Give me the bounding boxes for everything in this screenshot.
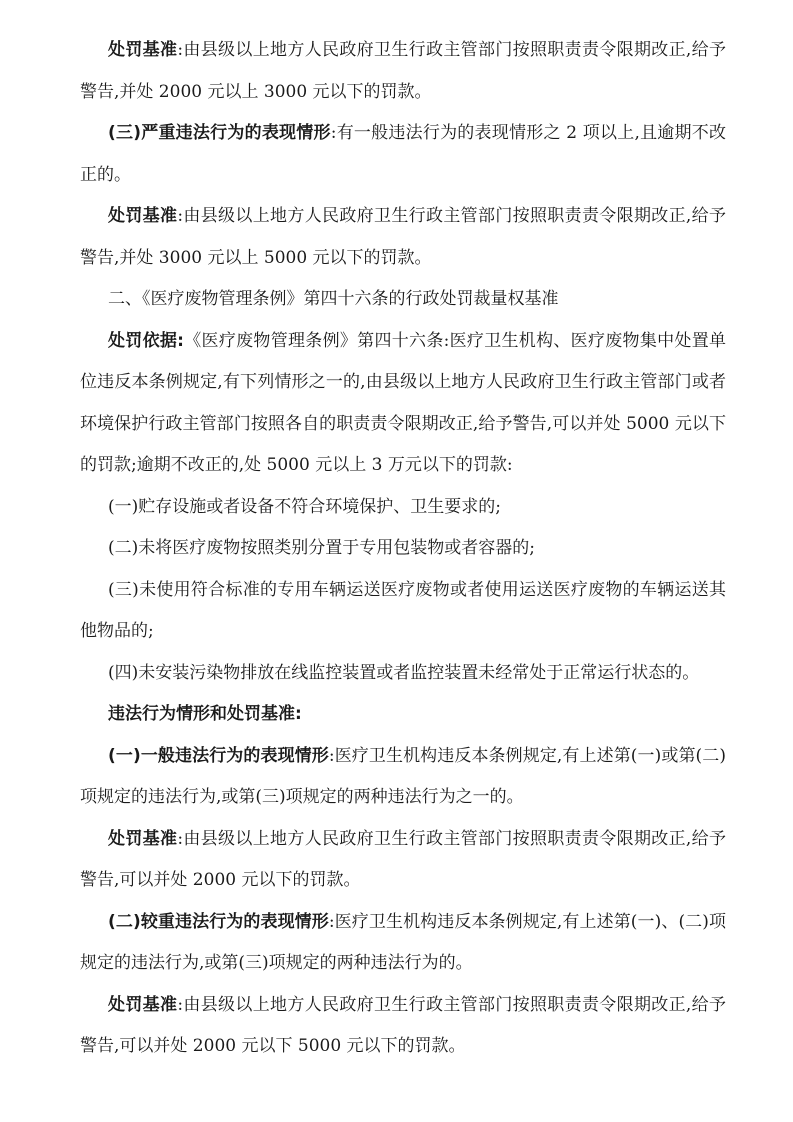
paragraph-label: 处罚基准 [108, 994, 178, 1015]
paragraph-text: :医疗卫生机构违反本条例规定,有上述第(一)、(二)项规定的违法行为,或第(三)项规定的两种违法行为的。 [80, 911, 726, 973]
paragraph-label: 处罚基准 [108, 206, 178, 226]
paragraph-penalty-basis-4 [80, 985, 726, 1068]
paragraph-text: :由县级以上地方人民政府卫生行政主管部门按照职责责令限期改正,给予警告,可以并处 2000 元以下的罚款。 [80, 828, 726, 890]
paragraph-text: 二、《医疗废物管理条例》第四十六条的行政处罚裁量权基准 [108, 289, 559, 309]
paragraph-heavier-violation [80, 902, 726, 985]
paragraph-penalty-basis-1 [80, 30, 726, 113]
paragraph-label: 处罚依据: [108, 330, 184, 351]
paragraph-text: 《医疗废物管理条例》第四十六条:医疗卫生机构、医疗废物集中处置单位违反本条例规定,有下列情形之一的,由县级以上地方人民政府卫生行政主管部门或者环境保护行政主管部门按照各自的职责责令限期改正,给予警告,可以并处 5000 元以下的罚款;逾期不改正的,处 5000 元以上 3 万元以下的罚款: [80, 330, 726, 475]
paragraph-penalty-legal-basis [80, 321, 726, 487]
paragraph-text: (四)未安装污染物排放在线监控装置或者监控装置未经常处于正常运行状态的。 [108, 662, 700, 683]
paragraph-text: :由县级以上地方人民政府卫生行政主管部门按照职责责令限期改正,给予警告,并处 2000 元以上 3000 元以下的罚款。 [80, 40, 726, 102]
document-page [80, 30, 726, 1068]
list-item-3 [80, 570, 726, 653]
paragraph-serious-violation [80, 113, 726, 196]
paragraph-label: (一)一般违法行为的表现情形 [108, 745, 329, 766]
subheading-violation-cases [80, 694, 726, 736]
paragraph-text: (三)未使用符合标准的专用车辆运送医疗废物或者使用运送医疗废物的车辆运送其他物品的; [80, 579, 726, 641]
paragraph-text: :医疗卫生机构违反本条例规定,有上述第(一)或第(二)项规定的违法行为,或第(三)项规定的两种违法行为之一的。 [80, 745, 726, 807]
paragraph-penalty-basis-2 [80, 196, 726, 279]
paragraph-label: (三)严重违法行为的表现情形 [108, 123, 331, 143]
paragraph-label: 违法行为情形和处罚基准: [108, 704, 302, 724]
paragraph-label: (二)较重违法行为的表现情形 [108, 911, 329, 932]
section-heading-article-46 [80, 279, 726, 321]
list-item-2 [80, 528, 726, 570]
paragraph-text: (一)贮存设施或者设备不符合环境保护、卫生要求的; [108, 496, 501, 517]
paragraph-text: :由县级以上地方人民政府卫生行政主管部门按照职责责令限期改正,给予警告,可以并处 2000 元以下 5000 元以下的罚款。 [80, 994, 726, 1056]
paragraph-general-violation [80, 736, 726, 819]
paragraph-text: :由县级以上地方人民政府卫生行政主管部门按照职责责令限期改正,给予警告,并处 3000 元以上 5000 元以下的罚款。 [80, 206, 726, 268]
paragraph-text: :有一般违法行为的表现情形之 2 项以上,且逾期不改正的。 [80, 123, 726, 185]
list-item-4 [80, 653, 726, 695]
paragraph-penalty-basis-3 [80, 819, 726, 902]
paragraph-label: 处罚基准 [108, 40, 178, 60]
paragraph-label: 处罚基准 [108, 828, 178, 849]
list-item-1 [80, 487, 726, 529]
paragraph-text: (二)未将医疗废物按照类别分置于专用包装物或者容器的; [108, 538, 535, 558]
